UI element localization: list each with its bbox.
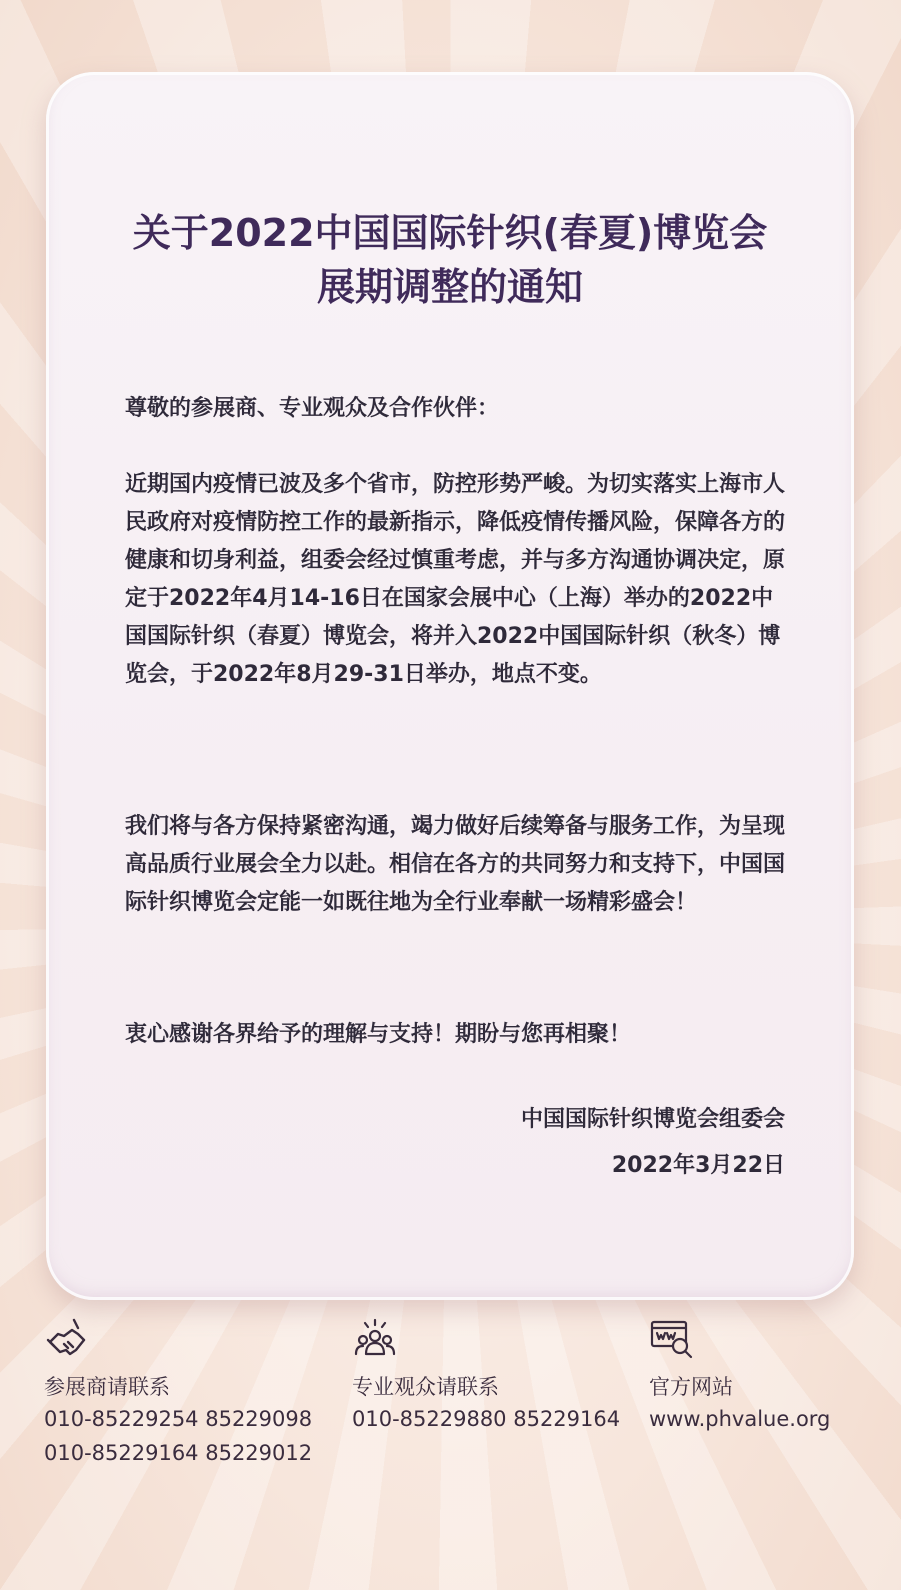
visitor-phone-line-1[interactable]: 010-85229880 85229164 bbox=[352, 1407, 621, 1431]
website-search-icon bbox=[649, 1316, 695, 1362]
website-url-link[interactable]: www.phvalue.org bbox=[649, 1407, 831, 1431]
website-label: 官方网站 bbox=[649, 1375, 733, 1399]
audience-icon bbox=[352, 1316, 398, 1362]
exhibitor-contact bbox=[44, 1316, 312, 1470]
title-line-2: 展期调整的通知 bbox=[316, 265, 583, 309]
visitor-contact bbox=[352, 1316, 620, 1436]
salutation: 尊敬的参展商、专业观众及合作伙伴： bbox=[125, 396, 500, 421]
exhibitor-contact-label: 参展商请联系 bbox=[44, 1375, 170, 1399]
notice-title bbox=[46, 206, 854, 314]
paragraph-2: 我们将与各方保持紧密沟通，竭力做好后续筹备与服务工作，为呈现高品质行业展会全力以赴。相信在各方的共同努力和支持下，中国国际针织博览会定能一如既往地为全行业奉献一场精彩盛会！ bbox=[125, 814, 786, 915]
signature-organization: 中国国际针织博览会组委会 bbox=[520, 1107, 785, 1132]
title-line-1: 关于2022中国国际针织(春夏)博览会 bbox=[132, 211, 768, 255]
signature-date: 2022年3月22日 bbox=[611, 1153, 785, 1178]
exhibitor-phone-line-2[interactable]: 010-85229164 85229012 bbox=[44, 1441, 313, 1465]
exhibitor-phone-line-1[interactable]: 010-85229254 85229098 bbox=[44, 1407, 313, 1431]
handshake-icon bbox=[44, 1316, 90, 1362]
visitor-contact-label: 专业观众请联系 bbox=[352, 1375, 499, 1399]
paragraph-1: 近期国内疫情已波及多个省市，防控形势严峻。为切实落实上海市人民政府对疫情防控工作的最新指示，降低疫情传播风险，保障各方的健康和切身利益，组委会经过慎重考虑，并与多方沟通协调决定，原定于2022年4月14-16日在国家会展中心（上海）举办的2022中国国际针织（春夏）博览会，将并入2022中国国际针织（秋冬）博览会，于2022年8月29-31日举办，地点不变。 bbox=[125, 472, 786, 687]
website-contact bbox=[649, 1316, 830, 1436]
paragraph-3: 衷心感谢各界给予的理解与支持！期盼与您再相聚！ bbox=[125, 1022, 632, 1047]
